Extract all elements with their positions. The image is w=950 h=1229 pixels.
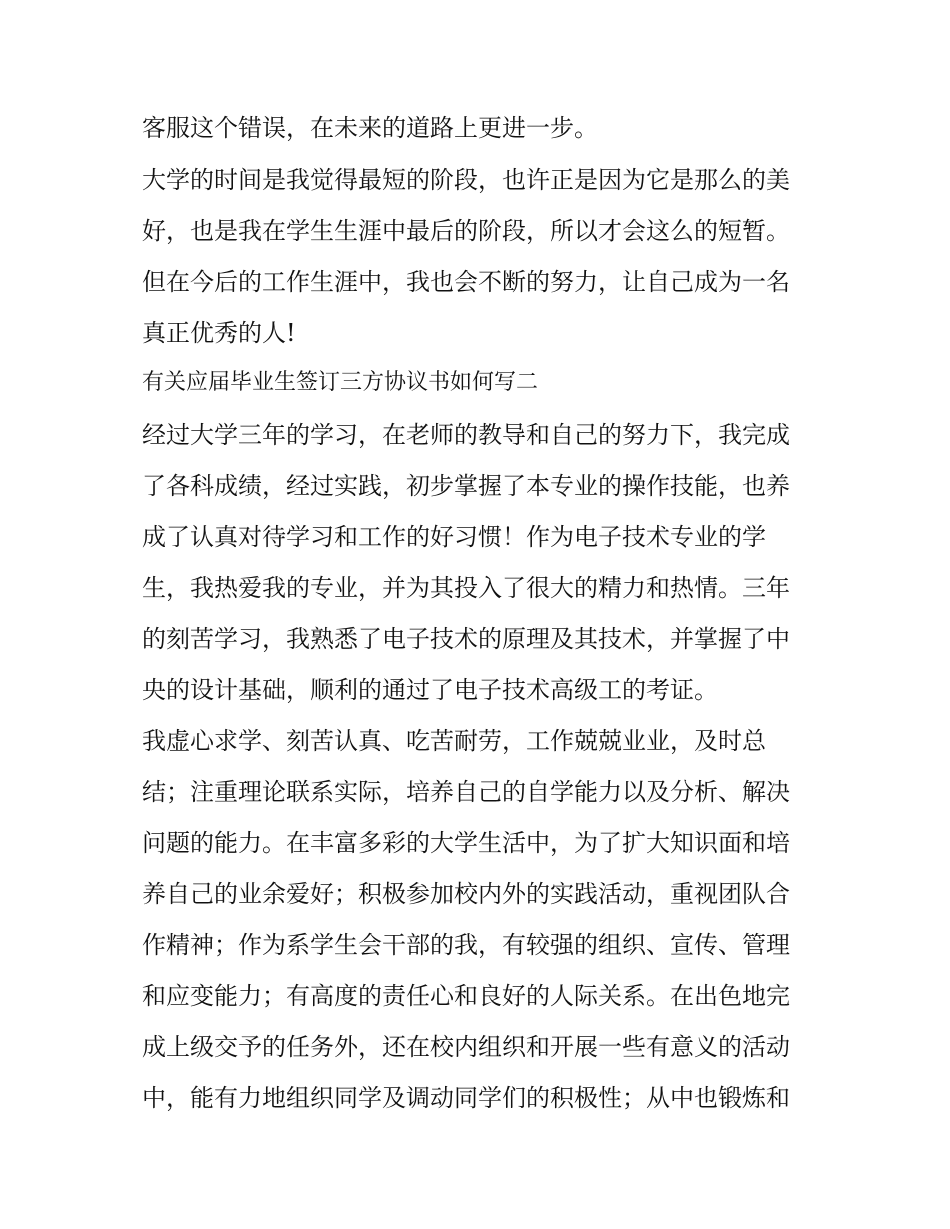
text-line: 作精神；作为系学生会干部的我，有较强的组织、宣传、管理 [142,931,790,959]
text-line: 中，能有力地组织同学及调动同学们的积极性；从中也锻炼和 [142,1084,790,1112]
text-line: 结；注重理论联系实际，培养自己的自学能力以及分析、解决 [142,778,790,806]
text-line: 真正优秀的人! [142,319,296,347]
section-heading: 有关应届毕业生签订三方协议书如何写二 [142,370,539,395]
text-line: 养自己的业余爱好；积极参加校内外的实践活动，重视团队合 [142,880,790,908]
text-line: 问题的能力。在丰富多彩的大学生活中，为了扩大知识面和培 [142,829,790,857]
text-line: 但在今后的工作生涯中，我也会不断的努力，让自己成为一名 [142,268,790,296]
text-line: 了各科成绩，经过实践，初步掌握了本专业的操作技能，也养 [142,472,790,500]
text-line: 生，我热爱我的专业，并为其投入了很大的精力和热情。三年 [142,574,790,602]
text-line: 好，也是我在学生生涯中最后的阶段，所以才会这么的短暂。 [142,217,790,245]
text-line: 客服这个错误，在未来的道路上更进一步。 [142,114,598,142]
text-line: 成上级交予的任务外，还在校内组织和开展一些有意义的活动 [142,1033,790,1061]
text-line: 经过大学三年的学习，在老师的教导和自己的努力下，我完成 [142,421,790,449]
text-line: 央的设计基础，顺利的通过了电子技术高级工的考证。 [142,676,718,704]
text-line: 大学的时间是我觉得最短的阶段，也许正是因为它是那么的美 [142,166,790,194]
text-line: 的刻苦学习，我熟悉了电子技术的原理及其技术，并掌握了中 [142,625,790,653]
text-line: 我虚心求学、刻苦认真、吃苦耐劳，工作兢兢业业，及时总 [142,727,766,755]
text-line: 成了认真对待学习和工作的好习惯！作为电子技术专业的学 [142,523,766,551]
text-line: 和应变能力；有高度的责任心和良好的人际关系。在出色地完 [142,982,790,1010]
